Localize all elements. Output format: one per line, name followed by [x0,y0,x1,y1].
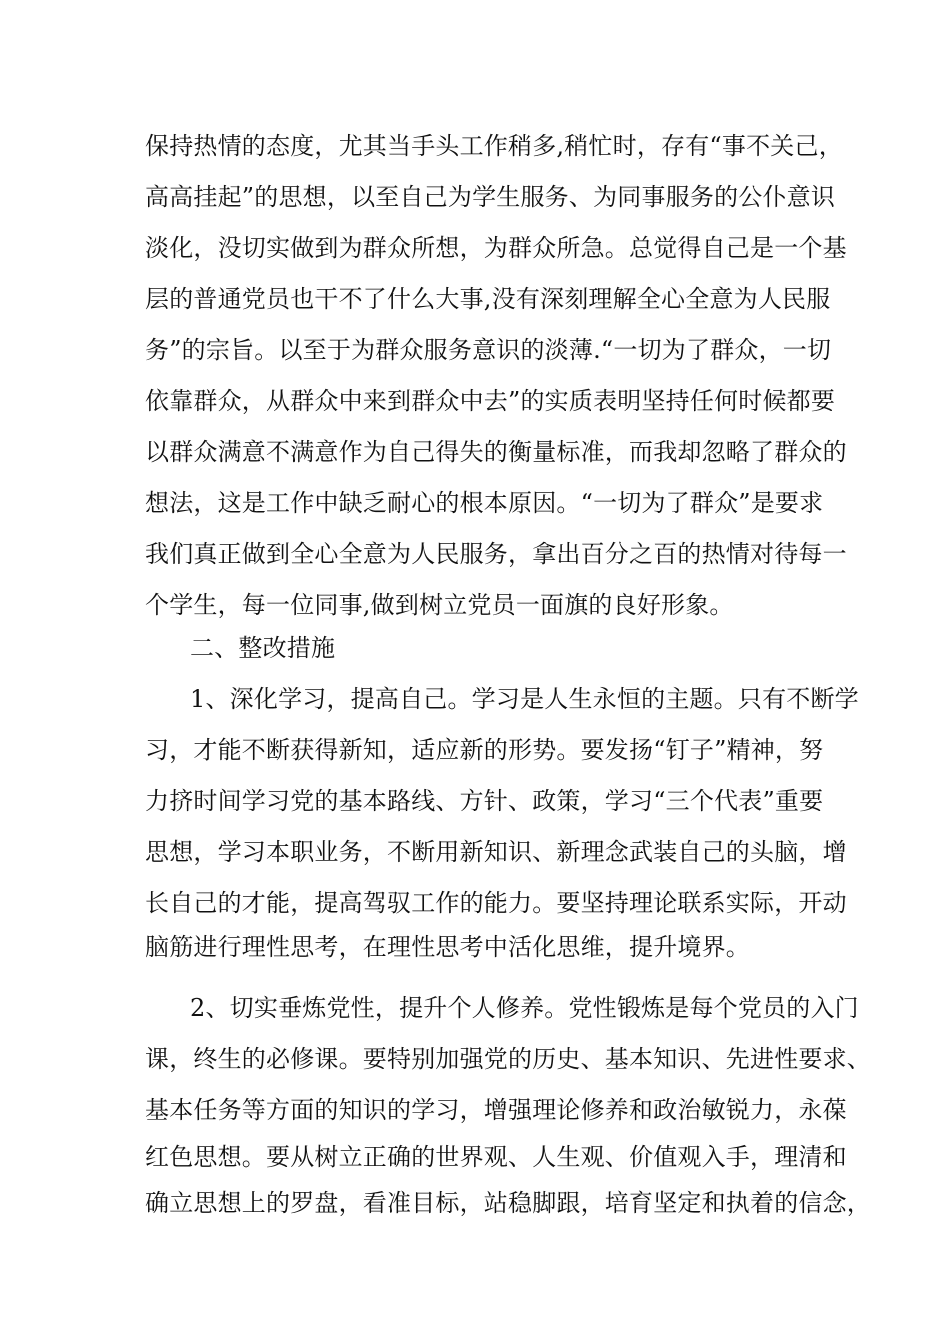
section-heading: 二、整改措施 [190,634,336,662]
paragraph-line: 确立思想上的罗盘，看准目标，站稳脚跟，培育坚定和执着的信念， [145,1189,871,1217]
paragraph-line: 长自己的才能，提高驾驭工作的能力。要坚持理论联系实际，开动 [145,889,847,917]
paragraph-line: 脑筋进行理性思考，在理性思考中活化思维，提升境界。 [145,933,750,961]
paragraph-line: 2、切实垂炼党性，提升个人修养。党性锻炼是每个党员的入门 [190,994,859,1022]
paragraph-line: 基本任务等方面的知识的学习，增强理论修养和政治敏锐力，永葆 [145,1096,847,1124]
paragraph-line: 红色思想。要从树立正确的世界观、人生观、价值观入手，理清和 [145,1143,847,1171]
paragraph-line: 保持热情的态度，尤其当手头工作稍多,稍忙时，存有“事不关己， [145,132,843,160]
paragraph-line: 习，才能不断获得新知，适应新的形势。要发扬“钉子”精神，努 [145,736,824,764]
paragraph-line: 以群众满意不满意作为自己得失的衡量标准，而我却忽略了群众的 [145,438,847,466]
paragraph-line: 力挤时间学习党的基本路线、方针、政策，学习“三个代表”重要 [145,787,824,815]
paragraph-line: 思想，学习本职业务，不断用新知识、新理念武装自己的头脑，增 [145,838,847,866]
paragraph-line: 务”的宗旨。以至于为群众服务意识的淡薄.“一切为了群众，一切 [145,336,832,364]
paragraph-line: 高高挂起”的思想，以至自己为学生服务、为同事服务的公仆意识 [145,183,836,211]
paragraph-line: 淡化，没切实做到为群众所想，为群众所急。总觉得自己是一个基 [145,234,847,262]
paragraph-line: 个学生，每一位同事,做到树立党员一面旗的良好形象。 [145,591,734,619]
paragraph-line: 层的普通党员也干不了什么大事,没有深刻理解全心全意为人民服 [145,285,831,313]
paragraph-line: 想法，这是工作中缺乏耐心的根本原因。“一切为了群众”是要求 [145,489,824,517]
paragraph-line: 课，终生的必修课。要特别加强党的历史、基本知识、先进性要求、 [145,1045,871,1073]
paragraph-line: 我们真正做到全心全意为人民服务，拿出百分之百的热情对待每一 [145,540,847,568]
paragraph-line: 1、深化学习，提高自己。学习是人生永恒的主题。只有不断学 [190,685,859,713]
paragraph-line: 依靠群众，从群众中来到群众中去”的实质表明坚持任何时候都要 [145,387,836,415]
